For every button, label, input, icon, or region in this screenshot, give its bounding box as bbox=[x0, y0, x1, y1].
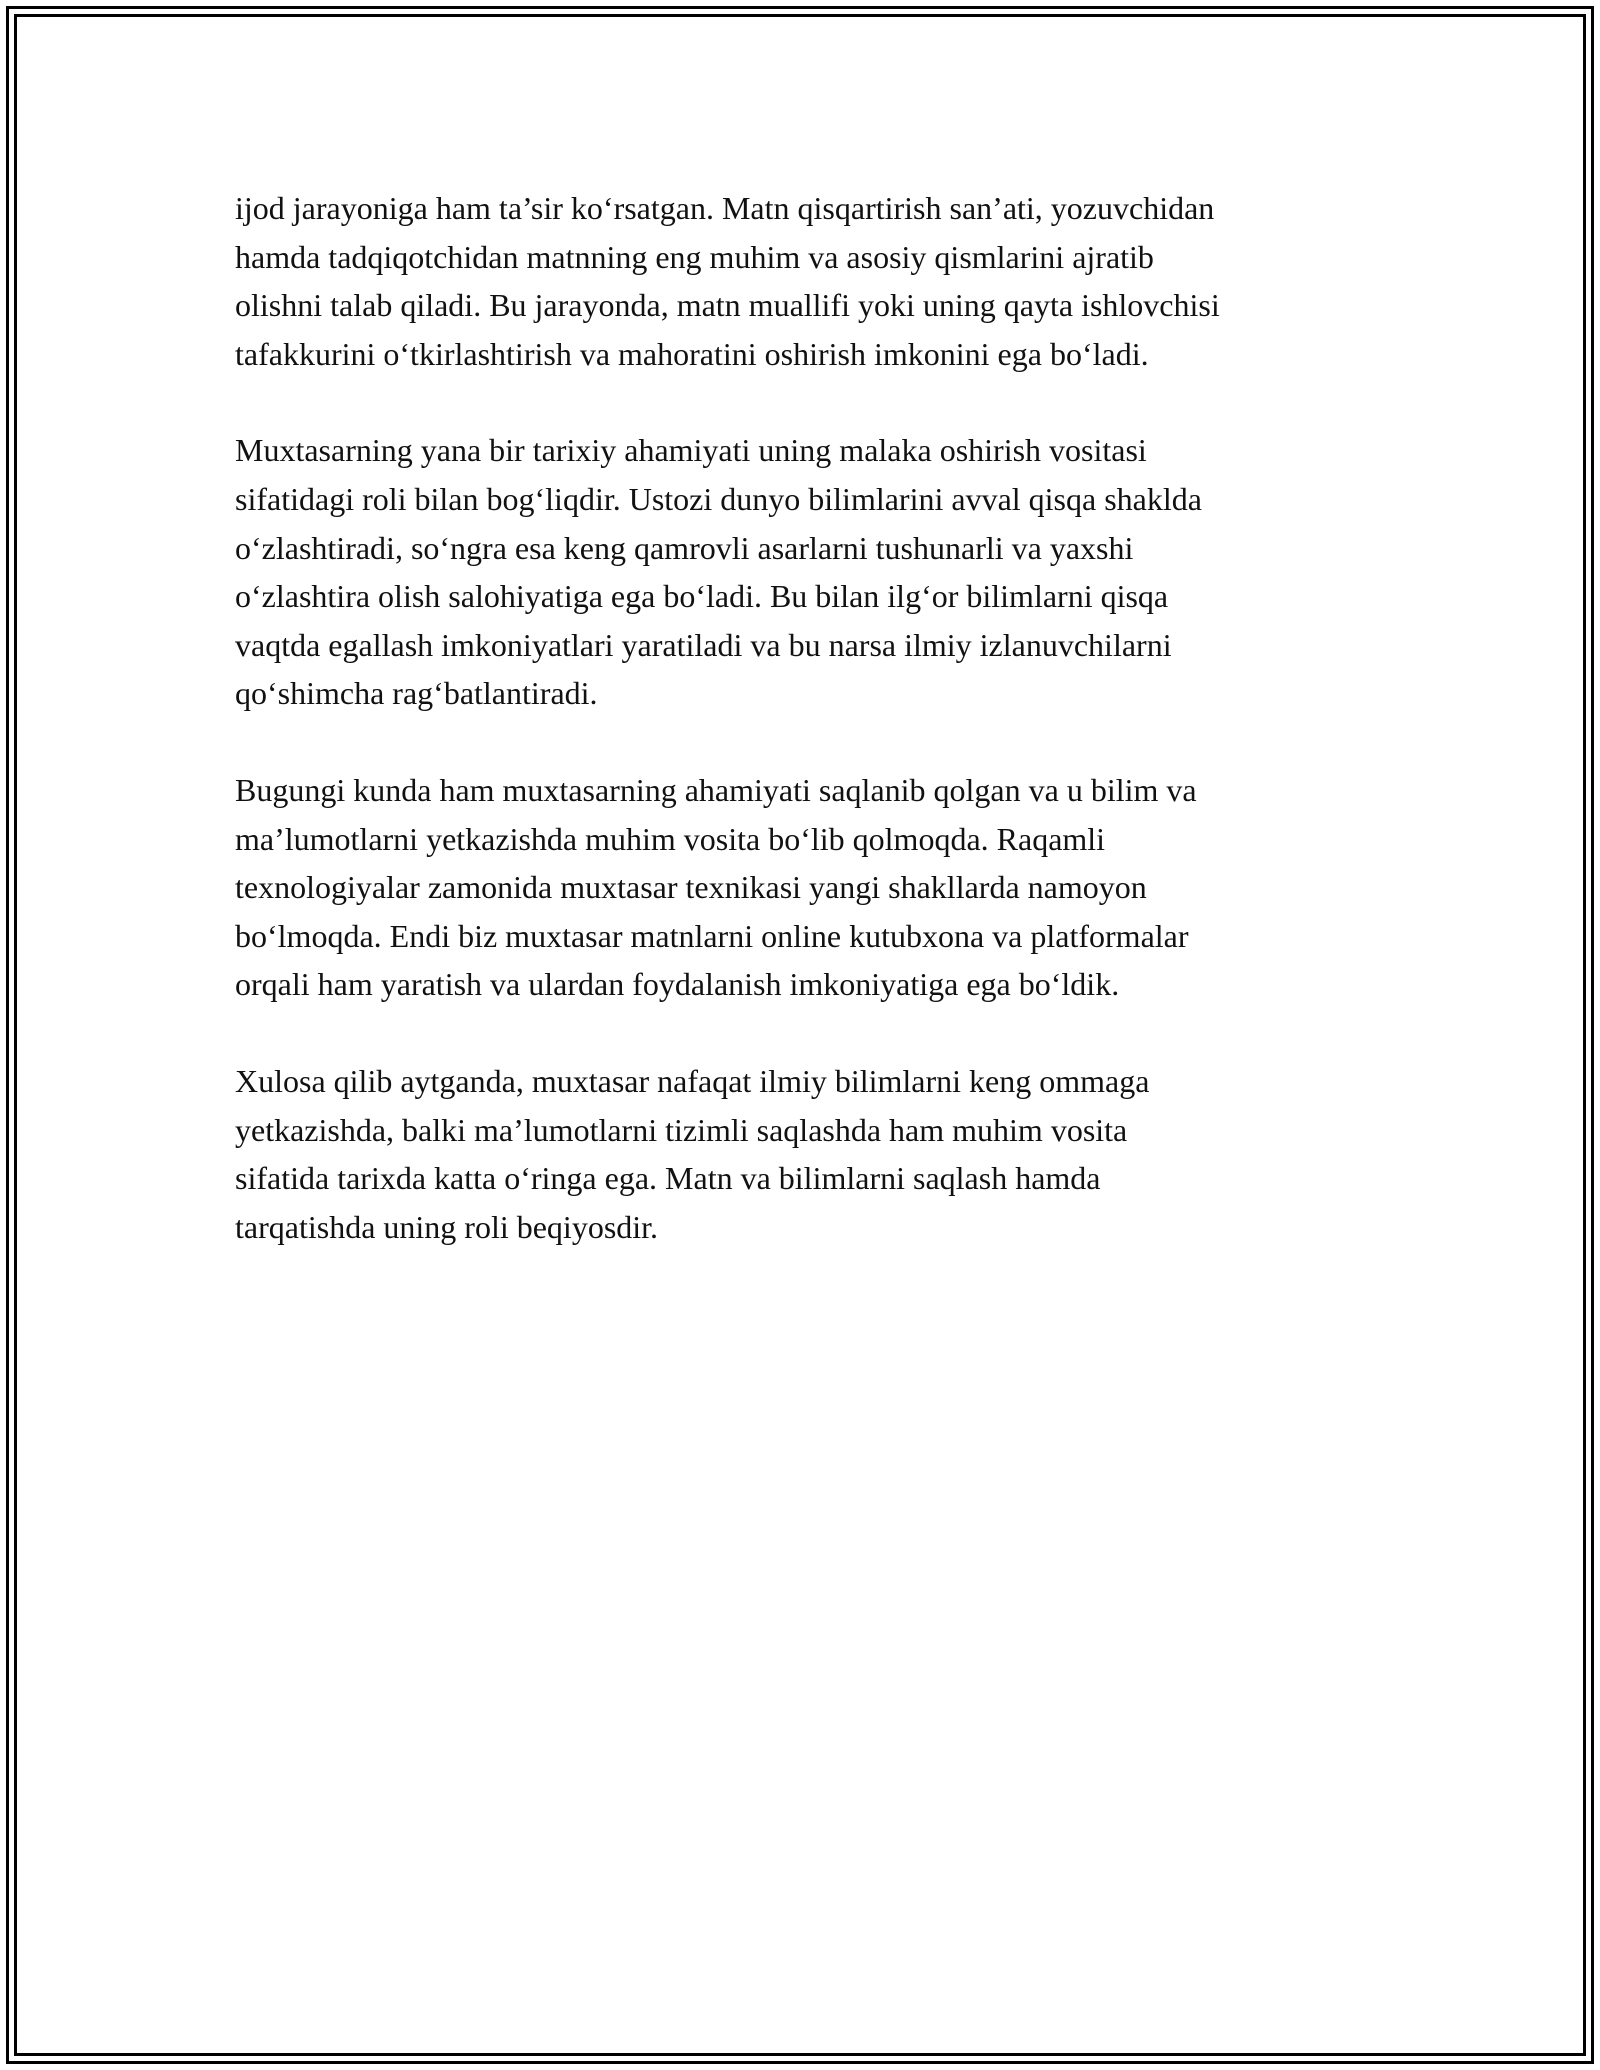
paragraph-1 bbox=[235, 184, 1385, 378]
text-line: hamda tadqiqotchidan matnning eng muhim va asosiy qismlarini ajratib bbox=[235, 238, 1154, 275]
text-line: tafakkurini o‘tkirlashtirish va mahoratini oshirish imkonini ega bo‘ladi. bbox=[235, 335, 1149, 372]
text-line: Muxtasarning yana bir tarixiy ahamiyati uning malaka oshirish vositasi bbox=[235, 432, 1147, 469]
text-line: ma’lumotlarni yetkazishda muhim vosita bo‘lib qolmoqda. Raqamli bbox=[235, 820, 1106, 857]
text-line: o‘zlashtiradi, so‘ngra esa keng qamrovli asarlarni tushunarli va yaxshi bbox=[235, 529, 1134, 566]
paragraph-2 bbox=[235, 426, 1385, 718]
text-line: vaqtda egallash imkoniyatlari yaratiladi va bu narsa ilmiy izlanuvchilarni bbox=[235, 626, 1172, 663]
paragraph-3 bbox=[235, 766, 1385, 1009]
text-line: texnologiyalar zamonida muxtasar texnikasi yangi shakllarda namoyon bbox=[235, 869, 1147, 906]
paragraph-4 bbox=[235, 1057, 1385, 1251]
text-line: orqali ham yaratish va ulardan foydalanish imkoniyatiga ega bo‘ldik. bbox=[235, 966, 1120, 1003]
text-line: ijod jarayoniga ham ta’sir ko‘rsatgan. Matn qisqartirish san’ati, yozuvchidan bbox=[235, 190, 1215, 226]
text-line: bo‘lmoqda. Endi biz muxtasar matnlarni online kutubxona va platformalar bbox=[235, 917, 1189, 954]
text-line: qo‘shimcha rag‘batlantiradi. bbox=[235, 675, 598, 712]
text-line: yetkazishda, balki ma’lumotlarni tizimli saqlashda ham muhim vosita bbox=[235, 1111, 1128, 1148]
text-line: o‘zlashtira olish salohiyatiga ega bo‘ladi. Bu bilan ilg‘or bilimlarni qisqa bbox=[235, 578, 1169, 615]
text-line: olishni talab qiladi. Bu jarayonda, matn muallifi yoki uning qayta ishlovchisi bbox=[235, 287, 1220, 324]
text-line: Xulosa qilib aytganda, muxtasar nafaqat ilmiy bilimlarni keng ommaga bbox=[235, 1062, 1150, 1099]
text-line: sifatida tarixda katta o‘ringa ega. Matn va bilimlarni saqlash hamda bbox=[235, 1160, 1101, 1197]
text-line: tarqatishda uning roli beqiyosdir. bbox=[235, 1208, 659, 1245]
document-body bbox=[235, 184, 1385, 1299]
text-line: Bugungi kunda ham muxtasarning ahamiyati saqlanib qolgan va u bilim va bbox=[235, 771, 1197, 808]
text-line: sifatidagi roli bilan bog‘liqdir. Ustozi dunyo bilimlarini avval qisqa shaklda bbox=[235, 480, 1202, 517]
